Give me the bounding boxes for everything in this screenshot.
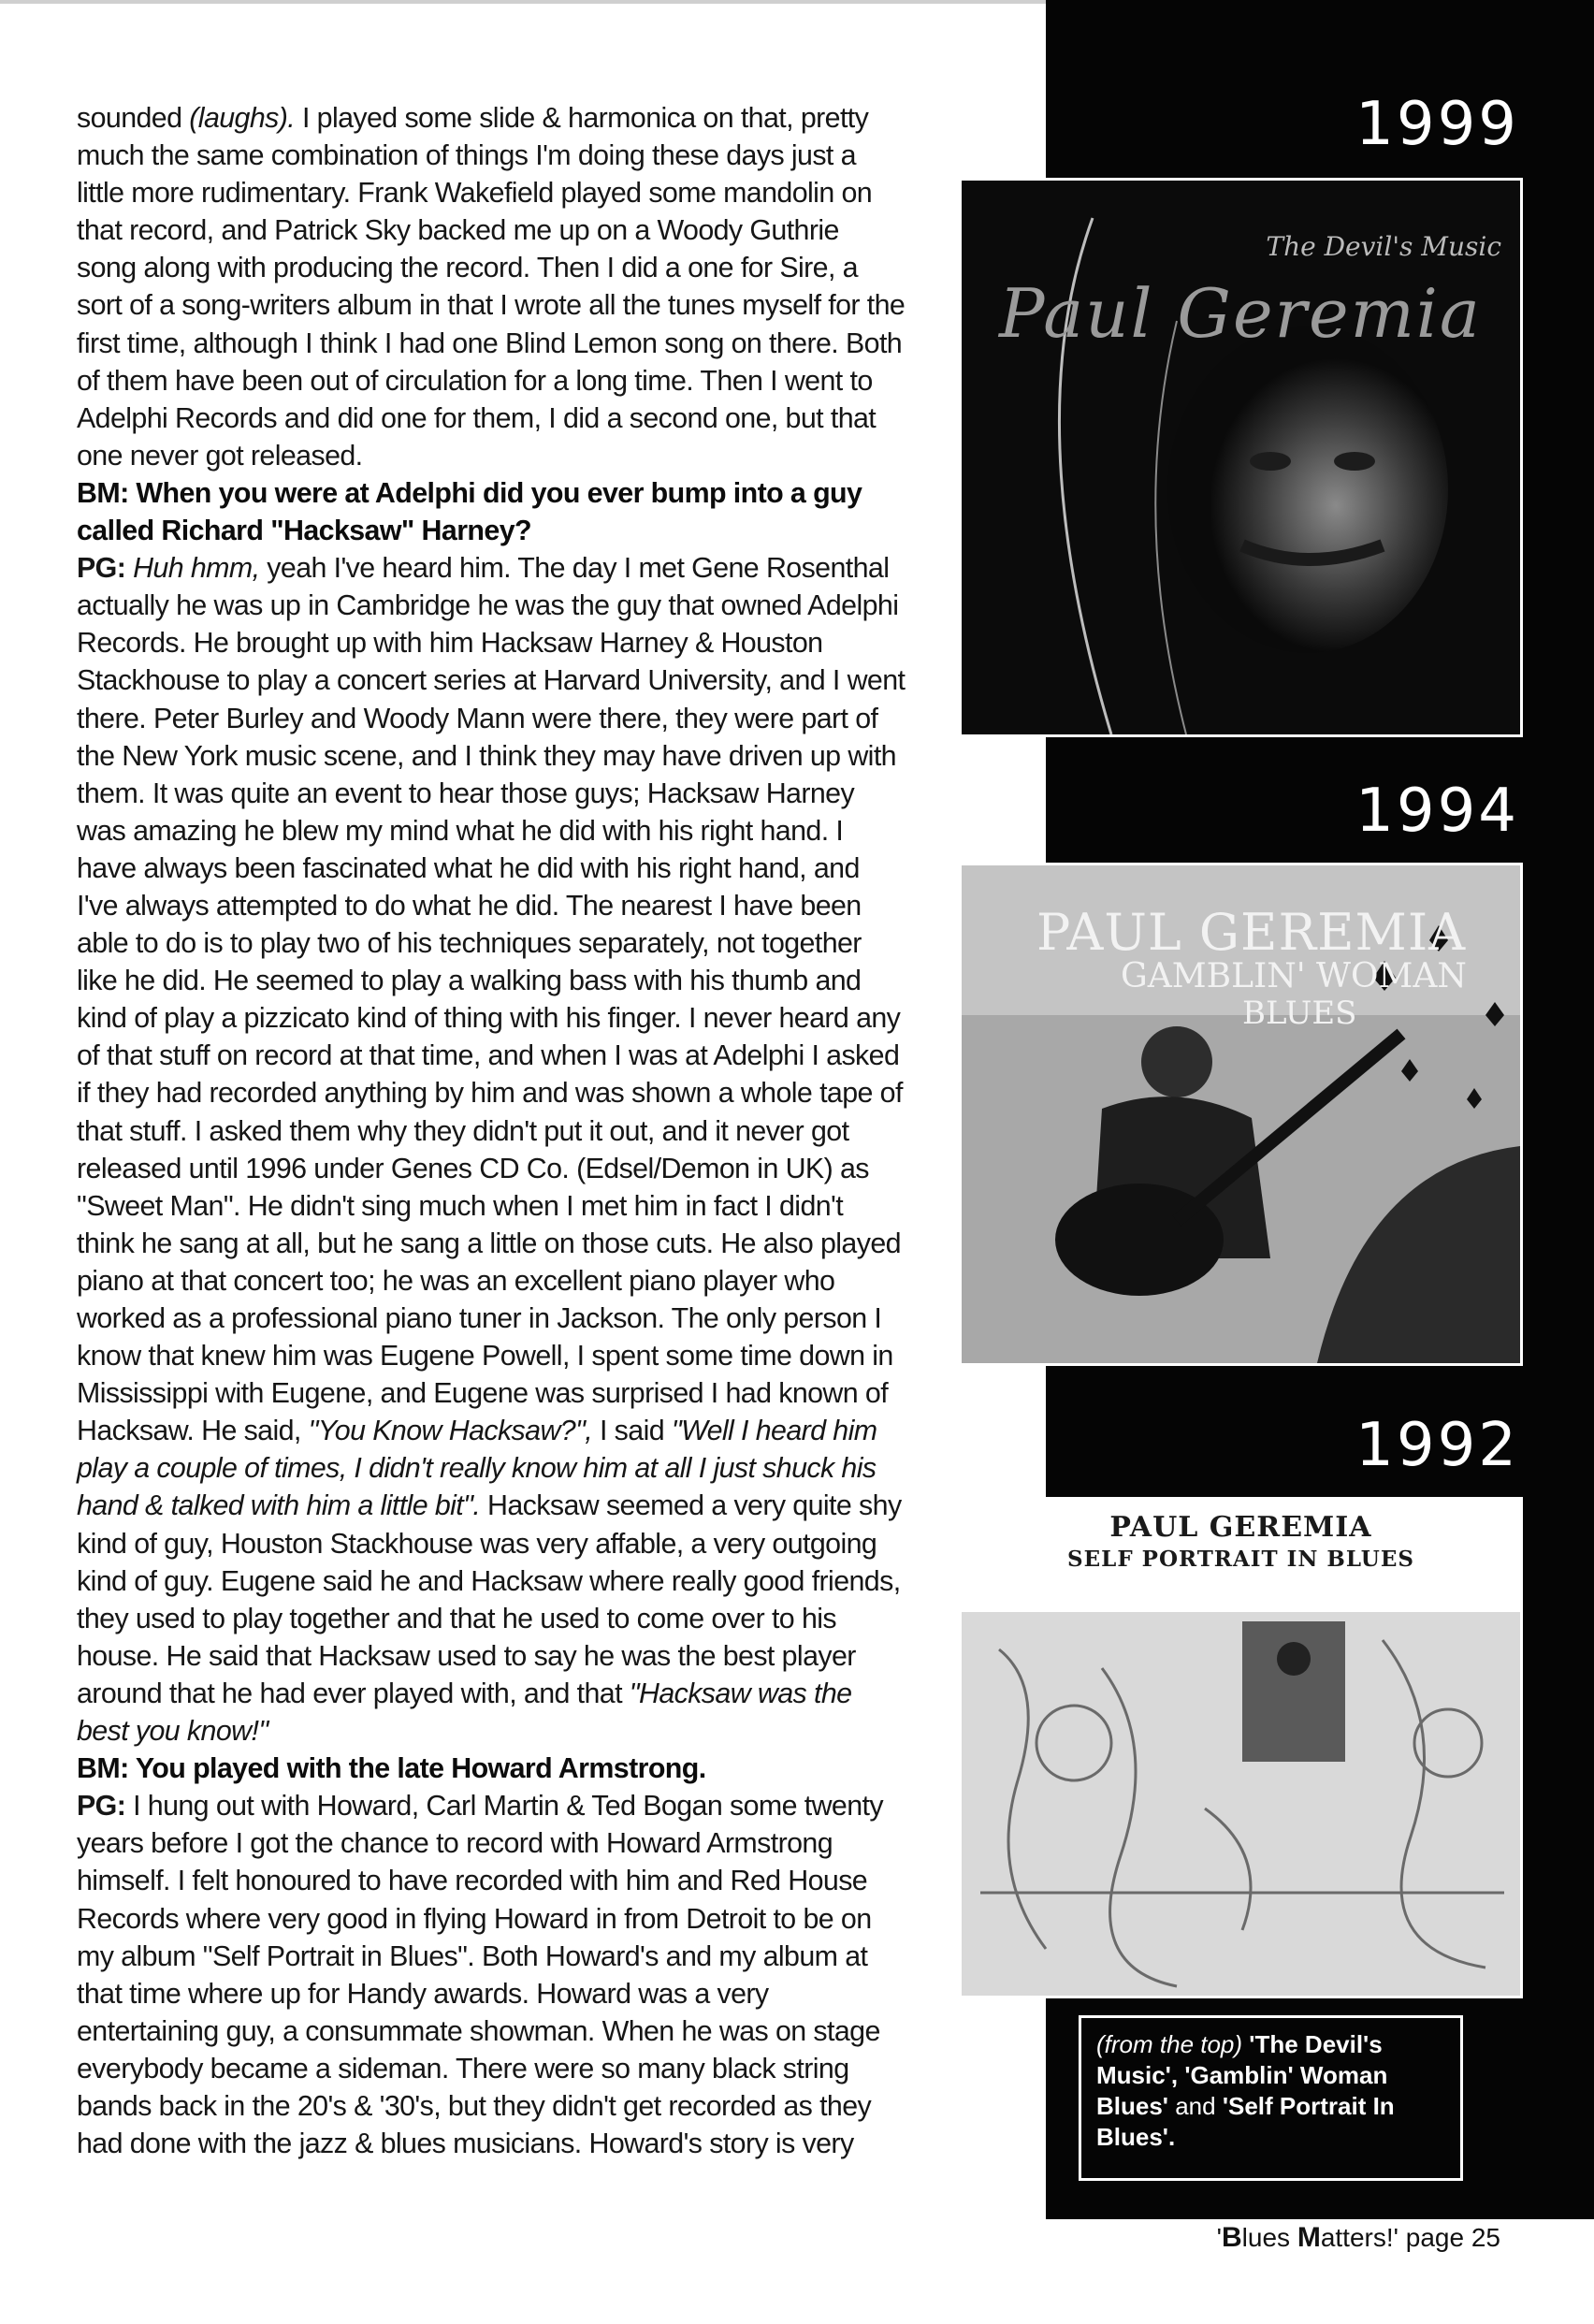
speaker-label: PG: bbox=[77, 552, 126, 585]
quote: "Hacksaw was the best you know!" bbox=[77, 1677, 852, 1748]
cover-art bbox=[962, 181, 1520, 734]
question-armstrong: BM: You played with the late Howard Armstrong. bbox=[77, 1752, 706, 1785]
laughs-aside: (laughs). bbox=[189, 102, 296, 134]
answer-armstrong bbox=[77, 1787, 906, 2162]
top-rule bbox=[0, 0, 1046, 4]
caption-title-last: 'Self Portrait In Blues'. bbox=[1096, 2092, 1395, 2151]
album-cover-devils-music bbox=[959, 178, 1523, 737]
cover-artist-name: Paul Geremia bbox=[999, 274, 1482, 353]
text-run: sounded bbox=[77, 102, 182, 134]
text-run: Huh hmm, bbox=[133, 552, 260, 585]
footer-initial: B bbox=[1222, 2222, 1242, 2253]
sidebar-caption bbox=[1079, 2015, 1463, 2181]
cover-artist-name: PAUL GEREMIA bbox=[1109, 1511, 1372, 1544]
cover-album-title: SELF PORTRAIT IN BLUES bbox=[1067, 1547, 1414, 1572]
caption-italic: (from the top) bbox=[1096, 2030, 1243, 2058]
footer-text: lues bbox=[1241, 2223, 1297, 2252]
text-run: I said bbox=[592, 1415, 672, 1447]
question-hacksaw: BM: When you were at Adelphi did you ever bump into a guy called Richard "Hacksaw" Harney? bbox=[77, 476, 862, 547]
album-cover-self-portrait-in-blues bbox=[959, 1497, 1523, 1998]
page-number: page 25 bbox=[1398, 2223, 1500, 2252]
footer-quote: ' bbox=[1216, 2223, 1222, 2252]
footer-text: atters! bbox=[1320, 2223, 1394, 2252]
footer-quote: ' bbox=[1393, 2223, 1398, 2252]
cover-album-title: GAMBLIN' WOMAN bbox=[1121, 957, 1467, 995]
cover-small-title: The Devil's Music bbox=[1266, 231, 1501, 262]
caption-text: and bbox=[1167, 2092, 1223, 2120]
quote: "Well I heard him play a couple of times, I didn't really know him at all I just shuck his hand & talked with him a little bit". bbox=[77, 1415, 877, 1522]
album-cover-gamblin-woman-blues bbox=[959, 863, 1523, 1366]
footer-initial: M bbox=[1297, 2222, 1321, 2253]
answer-hacksaw bbox=[77, 549, 906, 1750]
text-run: I hung out with Howard, Carl Martin & Ted Bogan some twenty years before I got the chance to record with Howard Armstrong himself. I felt honoured to have recorded with him and Red House Records where very good in flying Howard in from Detroit to be on my album "Self Portrait in Blues". Both Howard's and my album at that time where up for Handy awards. Howard was a very entertaining guy, a consummate showman. When he was on stage everybody became a sideman. There were so many black string bands back in the 20's & '30's, but they didn't get recorded as they had done with the jazz & blues musicians. Howard's story is very bbox=[77, 1790, 883, 2160]
cover-album-title-2: BLUES bbox=[1242, 995, 1357, 1032]
year-label-1994: 1994 bbox=[1355, 777, 1519, 846]
caption-titles: 'The Devil's Music', 'Gamblin' Woman Blues' bbox=[1096, 2030, 1388, 2120]
year-label-1992: 1992 bbox=[1355, 1411, 1519, 1480]
cover-artist-name: PAUL GEREMIA bbox=[1036, 903, 1467, 962]
article-body bbox=[77, 99, 906, 2162]
text-run: Hacksaw seemed a very quite shy kind of guy, Houston Stackhouse was very affable, a very outgoing kind of guy. Eugene said he and Hacksaw where really good friends, they used to play together and that he used to come over to his house. He said that Hacksaw used to say he was the best player around that he had ever played with, and that bbox=[77, 1489, 902, 1709]
speaker-label: PG: bbox=[77, 1790, 126, 1823]
paragraph-intro bbox=[77, 99, 906, 474]
year-label-1999: 1999 bbox=[1355, 90, 1519, 159]
page-footer bbox=[1217, 2222, 1500, 2254]
text-run: yeah I've heard him. The day I met Gene Rosenthal actually he was up in Cambridge he was the guy that owned Adelphi Records. He brought up with him Hacksaw Harney & Houston Stackhouse to play a concert series at Harvard University, and I went there. Peter Burley and Woody Mann were there, they were part of the New York music scene, and I think they may have driven up with them. It was quite an event to hear those guys; Hacksaw Harney was amazing he blew my mind what he did with his right hand. I have always been fascinated what he did with his right hand, and I've always attempted to do what he did. The nearest I have been able to do is to play two of his techniques separately, not together like he did. He seemed to play a walking bass with his thumb and kind of play a pizzicato kind of thing with his finger. I never heard any of that stuff on record at that time, and when I was at Adelphi I asked if they had recorded anything by him and was shown a whole tape of that stuff. I asked them why they didn't put it out, and it never got released until 1996 under Genes CD Co. (Edsel/Demon in UK) as "Sweet Man". He didn't sing much when I met him in fact I didn't think he sang at all, but he sang a little on those cuts. He also played piano at that concert too; he was an excellent piano player who worked as a professional piano tuner in Jackson. The only person I know that knew him was Eugene Powell, I spent some time down in Mississippi with Eugene, and Eugene was surprised I had known of Hacksaw. He said, bbox=[77, 552, 906, 1447]
quote: "You Know Hacksaw?", bbox=[308, 1415, 593, 1447]
cover-art bbox=[962, 1500, 1520, 1996]
text-run: I played some slide & harmonica on that, pretty much the same combination of things I'm doing these days just a little more rudimentary. Frank Wakefield played some mandolin on that record, and Patrick Sky backed me up on a Woody Guthrie song along with producing the record. Then I did a one for Sire, a sort of a song-writers album in that I wrote all the tunes myself for the first time, although I think I had one Blind Lemon song on there. Both of them have been out of circulation for a long time. Then I went to Adelphi Records and did one for them, I did a second one, but that one never got released. bbox=[77, 102, 906, 472]
